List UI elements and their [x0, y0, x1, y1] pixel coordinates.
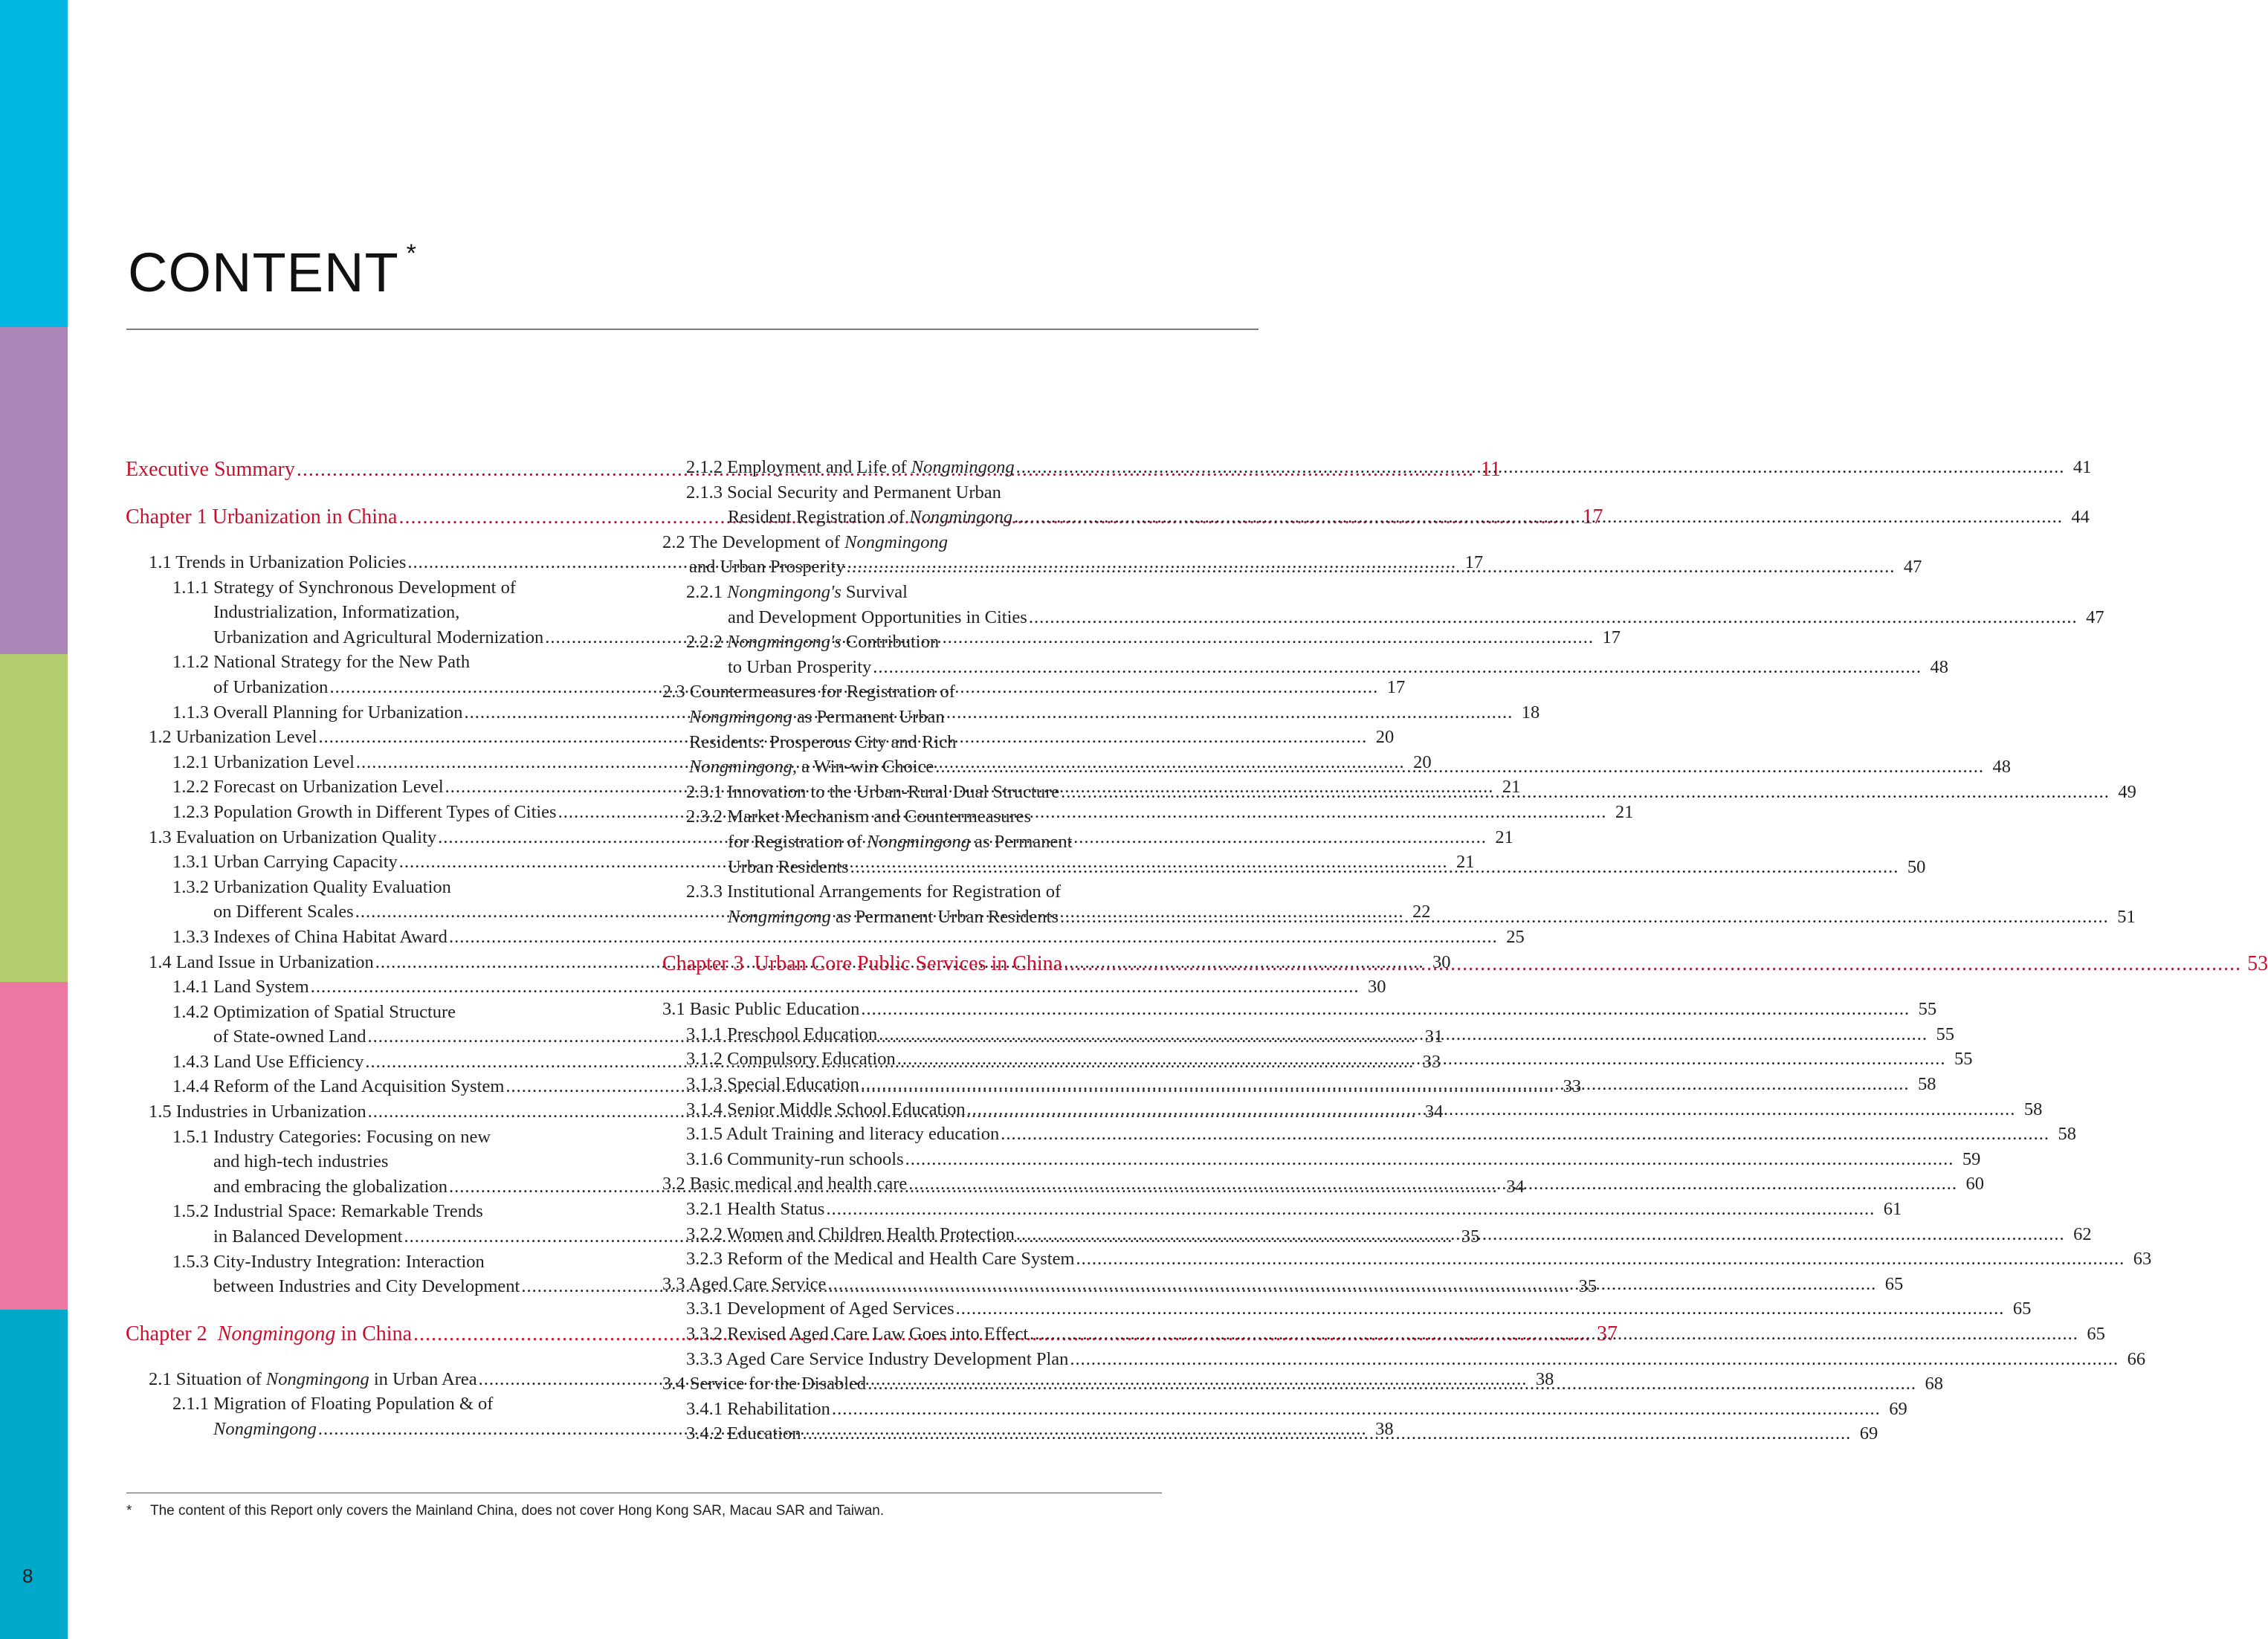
toc-entry-label: 1.2.2 Forecast on Urbanization Level [172, 777, 444, 798]
leader-dots [802, 1421, 1851, 1446]
side-band-green [0, 654, 68, 982]
leader-dots [847, 555, 1896, 580]
leader-dots [1070, 1347, 2119, 1372]
page-title-text: CONTENT [128, 242, 399, 303]
toc-page-number: 59 [1962, 1148, 1981, 1169]
toc-entry-label: to Urban Prosperity [728, 656, 872, 677]
toc-page-number: 22 [1412, 902, 1431, 922]
toc-entry-label: 1.1.3 Overall Planning for Urbanization [172, 702, 463, 722]
title-divider [126, 329, 1259, 330]
leader-dots [897, 1047, 1946, 1072]
label-italic: Nongmingong's [727, 581, 841, 602]
toc-entry-label: 1.2.3 Population Growth in Different Types of Cities [172, 801, 557, 822]
leader-dots [1064, 949, 2241, 979]
toc-page-number: 48 [1930, 656, 1948, 677]
toc-entry-2-3-line2 [662, 705, 1160, 730]
label-suffix: in Urban Area [369, 1368, 477, 1389]
toc-entry-label: Chapter 3 Urban Core Public Services in China [662, 952, 1063, 976]
label-prefix: 2.2 The Development of [662, 531, 845, 552]
toc-page-number: 33 [1422, 1051, 1441, 1072]
toc-entry-label: 3.2.2 Women and Children Health Protection [686, 1223, 1015, 1244]
toc-page-number: 58 [1917, 1074, 1936, 1095]
toc-entry-label [689, 754, 934, 780]
toc-entry-label [149, 1367, 477, 1392]
toc-entry-label: 3.1.1 Preschool Education [686, 1024, 878, 1044]
toc-page-number: 62 [2073, 1223, 2092, 1244]
toc-page-number: 35 [1461, 1226, 1480, 1247]
toc-entry-label: 3.3.2 Revised Aged Care Law Goes into Effect [686, 1324, 1029, 1344]
toc-entry-1-1-1-line2: Industrialization, Informatization, [213, 602, 460, 623]
toc-entry-label: 1.5 Industries in Urbanization [149, 1102, 366, 1122]
toc-page-number: 51 [2117, 906, 2136, 927]
side-band-cyan [0, 0, 68, 327]
toc-entry-label: 3.1.6 Community-run schools [686, 1148, 904, 1169]
label-suffix: as Permanent [969, 831, 1073, 852]
toc-entry-3-1-1[interactable] [662, 1022, 1954, 1047]
toc-entry-label: 1.4.1 Land System [172, 977, 309, 998]
label-prefix: 2.1 Situation of [149, 1368, 266, 1389]
label-italic: Nongmingong [867, 831, 970, 852]
label-suffix: , a Win-win Choice [792, 757, 934, 778]
toc-entry-2-1-1-line1: 2.1.1 Migration of Floating Population & of [172, 1394, 494, 1415]
toc-entry-label: 3.3 Aged Care Service [662, 1273, 827, 1294]
label-suffix: Contribution [841, 632, 940, 653]
toc-page-number: 20 [1413, 751, 1432, 772]
toc-entry-label: 1.4 Land Issue in Urbanization [149, 951, 374, 972]
toc-entry-label: 3.4.1 Rehabilitation [686, 1398, 830, 1419]
footnote [126, 1503, 884, 1519]
toc-entry-label: Chapter 1 Urbanization in China [126, 505, 398, 528]
label-italic: Nongmingong [217, 1322, 336, 1345]
toc-page-number: 33 [1563, 1076, 1582, 1097]
toc-page-number: 34 [1424, 1102, 1444, 1122]
leader-dots [1001, 1122, 2049, 1147]
toc-entry-label: 1.2 Urbanization Level [149, 727, 317, 748]
toc-page-number: 35 [1578, 1276, 1597, 1297]
toc-page-number: 68 [1925, 1374, 1943, 1394]
toc-entry-label: 3.1.3 Special Education [686, 1074, 859, 1095]
label-suffix: as Permanent Urban Residents [830, 906, 1059, 927]
toc-entry-label: in Balanced Development [213, 1226, 403, 1247]
toc-page-number: 25 [1506, 926, 1525, 947]
label-suffix: in China [335, 1322, 412, 1345]
toc-page-number: 38 [1375, 1419, 1394, 1439]
toc-page-number: 47 [1903, 557, 1922, 578]
toc-entry-1-3-2-line1: 1.3.2 Urbanization Quality Evaluation [172, 876, 451, 897]
toc-entry-3-2-1[interactable] [662, 1197, 1902, 1222]
toc-entry-label: 3.4 Service for the Disabled [662, 1374, 867, 1394]
toc-page-number: 69 [1889, 1398, 1907, 1419]
toc-page-number: 30 [1432, 951, 1451, 972]
toc-entry-label: Urban Residents [728, 856, 849, 877]
toc-page-number: 44 [2071, 507, 2090, 528]
leader-dots [861, 1072, 1910, 1097]
toc-page-number: 55 [1918, 999, 1937, 1020]
leader-dots [967, 1097, 2016, 1122]
label-prefix: for Registration of [728, 831, 868, 852]
leader-dots [956, 1296, 2005, 1322]
toc-entry-2-3-3-line1: 2.3.3 Institutional Arrangements for Registration of [686, 882, 1062, 902]
toc-page-number: 21 [1456, 852, 1475, 873]
toc-entry-2-2-2-line1 [662, 630, 1160, 655]
leader-dots [873, 655, 1922, 680]
toc-page-number: 65 [2087, 1324, 2105, 1344]
toc-entry-label [728, 505, 1012, 530]
leader-dots [1016, 455, 2065, 480]
toc-entry-1-5-1-line1: 1.5.1 Industry Categories: Focusing on new [172, 1126, 491, 1147]
label-italic: Nongmingong [909, 507, 1013, 528]
leader-dots [850, 855, 1899, 880]
toc-entry-label: 2.3.1 Innovation to the Urban-Rural Dual Structure [686, 781, 1060, 802]
label-prefix: 2.2.1 [686, 581, 728, 602]
leader-dots [935, 754, 1984, 780]
toc-entry-label: 3.2 Basic medical and health care [662, 1174, 908, 1195]
leader-dots [1016, 1222, 2065, 1247]
toc-entry-label: 3.1.5 Adult Training and literacy education [686, 1124, 1000, 1145]
label-suffix: as Permanent Urban [792, 706, 945, 727]
label-italic: Nongmingong [728, 906, 831, 927]
toc-entry-2-2-1[interactable] [662, 605, 2104, 630]
leader-dots [908, 1171, 1957, 1197]
toc-entry-2-1-3-line1: 2.1.3 Social Security and Permanent Urban [686, 482, 1001, 502]
toc-entry-label: 1.3 Evaluation on Urbanization Quality [149, 827, 437, 847]
toc-entry-2-2-line1 [662, 530, 1160, 555]
toc-entry-1-5-2-line1: 1.5.2 Industrial Space: Remarkable Trends [172, 1201, 483, 1222]
toc-entry-2-3-line3: Residents: Prosperous City and Rich [689, 731, 957, 752]
leader-dots [832, 1397, 1881, 1422]
toc-page-number: 69 [1859, 1423, 1878, 1444]
leader-dots [1014, 505, 2063, 530]
toc-entry-label: of Urbanization [213, 676, 329, 697]
toc-page-number: 66 [2127, 1348, 2146, 1369]
toc-entry-label: of State-owned Land [213, 1027, 366, 1047]
toc-page-number: 55 [1936, 1024, 1954, 1044]
leader-dots [905, 1147, 1954, 1172]
toc-page-number: 58 [2058, 1124, 2076, 1145]
toc-entry-label: 3.2.3 Reform of the Medical and Health Care System [686, 1249, 1075, 1270]
toc-entry-3-1[interactable] [662, 997, 1937, 1022]
toc-entry-1-5-3-line1: 1.5.3 City-Industry Integration: Interaction [172, 1251, 485, 1272]
toc-entry-label [213, 1417, 317, 1442]
toc-page-number: 21 [1615, 801, 1634, 822]
label-prefix: 2.2.2 [686, 632, 728, 653]
toc-page-number: 49 [2118, 781, 2136, 802]
toc-entry-2-2-2[interactable] [662, 655, 1948, 680]
label-suffix: Survival [841, 581, 908, 602]
label-italic: Nongmingong [265, 1368, 369, 1389]
leader-dots [1029, 605, 2078, 630]
toc-entry-label: 3.3.3 Aged Care Service Industry Development Plan [686, 1348, 1069, 1369]
label-prefix: Chapter 2 [126, 1322, 218, 1345]
label-prefix: Resident Registration of [728, 507, 910, 528]
toc-entry-3-1-5[interactable] [662, 1122, 2076, 1147]
page-title [128, 239, 417, 303]
toc-page-number: 17 [1464, 552, 1484, 572]
toc-page-number: 17 [1602, 627, 1621, 647]
toc-entry-2-3-line1: 2.3 Countermeasures for Registration of [662, 682, 955, 702]
toc-entry-label [686, 455, 1015, 480]
toc-page-number: 61 [1883, 1199, 1902, 1220]
toc-entry-1-1-1-line1: 1.1.1 Strategy of Synchronous Development of [172, 577, 517, 598]
toc-entry-label: 3.2.1 Health Status [686, 1199, 825, 1220]
toc-entry-label: 1.2.1 Urbanization Level [172, 751, 355, 772]
footnote-text: The content of this Report only covers the Mainland China, does not cover Hong Kong SAR, Macau SAR and Taiwan. [150, 1503, 885, 1519]
toc-page-number: 47 [2086, 607, 2104, 627]
toc-entry-1-1-2-line1: 1.1.2 National Strategy for the New Path [172, 652, 471, 673]
label-prefix: 2.1.2 Employment and Life of [686, 457, 911, 477]
toc-entry-2-2-1-line1 [662, 580, 1160, 605]
toc-entry-label: on Different Scales [213, 902, 354, 922]
toc-page-number: 65 [1884, 1273, 1904, 1294]
toc-entry-1-3-3[interactable] [126, 925, 1525, 950]
toc-page-number: 37 [1597, 1322, 1618, 1345]
toc-entry-label: 3.1.4 Senior Middle School Education [686, 1099, 966, 1119]
title-footnote-mark: * [406, 239, 417, 268]
leader-dots [826, 1197, 1875, 1222]
toc-entry-label [728, 905, 1059, 930]
toc-entry-label: 1.4.4 Reform of the Land Acquisition System [172, 1076, 505, 1097]
label-italic: Nongmingong [689, 757, 792, 778]
leader-dots [861, 997, 1910, 1022]
label-italic: Nongmingong [213, 1419, 317, 1439]
toc-entry-label: and Development Opportunities in Cities [728, 607, 1027, 627]
leader-dots [827, 1272, 1876, 1297]
toc-page-number: 20 [1375, 727, 1395, 748]
toc-page-number: 34 [1506, 1176, 1525, 1197]
leader-dots [879, 1022, 1928, 1047]
toc-page-number: 58 [2023, 1099, 2043, 1119]
toc-page-number: 18 [1521, 702, 1540, 722]
label-italic: Nongmingong [911, 457, 1015, 477]
label-italic: Nongmingong's [727, 632, 841, 653]
toc-page-number: 17 [1386, 676, 1406, 697]
toc-entry-2-3-2-line1: 2.3.2 Market Mechanism and Countermeasures [686, 806, 1032, 827]
toc-entry-label: between Industries and City Development [213, 1276, 520, 1297]
toc-page-number: 17 [1582, 505, 1603, 528]
toc-page-number: 30 [1368, 977, 1386, 998]
toc-entry-label: Executive Summary [126, 458, 295, 481]
toc-page-number: 65 [2012, 1299, 2032, 1319]
label-italic: Nongmingong [689, 706, 792, 727]
toc-entry-3-4-1[interactable] [662, 1397, 1907, 1422]
side-band-pink [0, 982, 68, 1310]
toc-page-number: 55 [1954, 1049, 1973, 1070]
side-band-purple [0, 327, 68, 654]
toc-entry-3-2-3[interactable] [662, 1247, 2152, 1272]
toc-page-number: 21 [1502, 777, 1521, 798]
toc-entry-1-4-2-line1: 1.4.2 Optimization of Spatial Structure [172, 1001, 456, 1022]
toc-entry-label: 3.1 Basic Public Education [662, 999, 860, 1020]
toc-page-number: 41 [2072, 457, 2092, 477]
toc-page-number: 11 [1480, 458, 1501, 481]
toc-entry-3-3-3[interactable] [662, 1347, 2146, 1372]
leader-dots [1060, 905, 2109, 930]
toc-entry-label: 1.3.1 Urban Carrying Capacity [172, 852, 398, 873]
toc-entry-label: 3.3.1 Development of Aged Services [686, 1299, 954, 1319]
toc-entry-2-3-2-line2 [662, 830, 1160, 855]
toc-entry-1-4-1[interactable] [126, 974, 1386, 1000]
footnote-mark: * [126, 1503, 132, 1519]
page-number: 8 [22, 1565, 33, 1587]
toc-entry-label: 1.3.3 Indexes of China Habitat Award [172, 926, 448, 947]
label-italic: Nongmingong [844, 531, 949, 552]
toc-entry-label: 3.4.2 Education [686, 1423, 801, 1444]
toc-page-number: 31 [1424, 1027, 1444, 1047]
toc-entry-label: Urbanization and Agricultural Modernization [213, 627, 544, 647]
toc-page-number: 21 [1495, 827, 1513, 847]
toc-entry-3-3-1[interactable] [662, 1296, 2032, 1322]
toc-entry-label: 1.4.3 Land Use Efficiency [172, 1051, 364, 1072]
toc-entry-label: and embracing the globalization [213, 1176, 448, 1197]
toc-entry-label: 1.1 Trends in Urbanization Policies [149, 552, 407, 572]
toc-entry-label: and Urban Prosperity [689, 557, 845, 578]
toc-page-number: 50 [1907, 856, 1926, 877]
toc-page-number: 48 [1992, 757, 2012, 778]
toc-page-number: 53 [2247, 952, 2268, 976]
leader-dots [1076, 1247, 2125, 1272]
leader-dots [1061, 780, 2110, 805]
toc-entry-label: 3.1.2 Compulsory Education [686, 1049, 896, 1070]
toc-entry-1-5-1-line2: and high-tech industries [213, 1151, 389, 1172]
side-band-teal [0, 1310, 68, 1639]
toc-page-number: 38 [1535, 1368, 1554, 1389]
toc-entry-label [126, 1319, 412, 1349]
leader-dots [1030, 1322, 2078, 1347]
toc-page-number: 63 [2133, 1249, 2152, 1270]
toc-entry-3-1-6[interactable] [662, 1147, 1981, 1172]
toc-page-number: 60 [1965, 1174, 1984, 1195]
leader-dots [868, 1371, 1916, 1397]
